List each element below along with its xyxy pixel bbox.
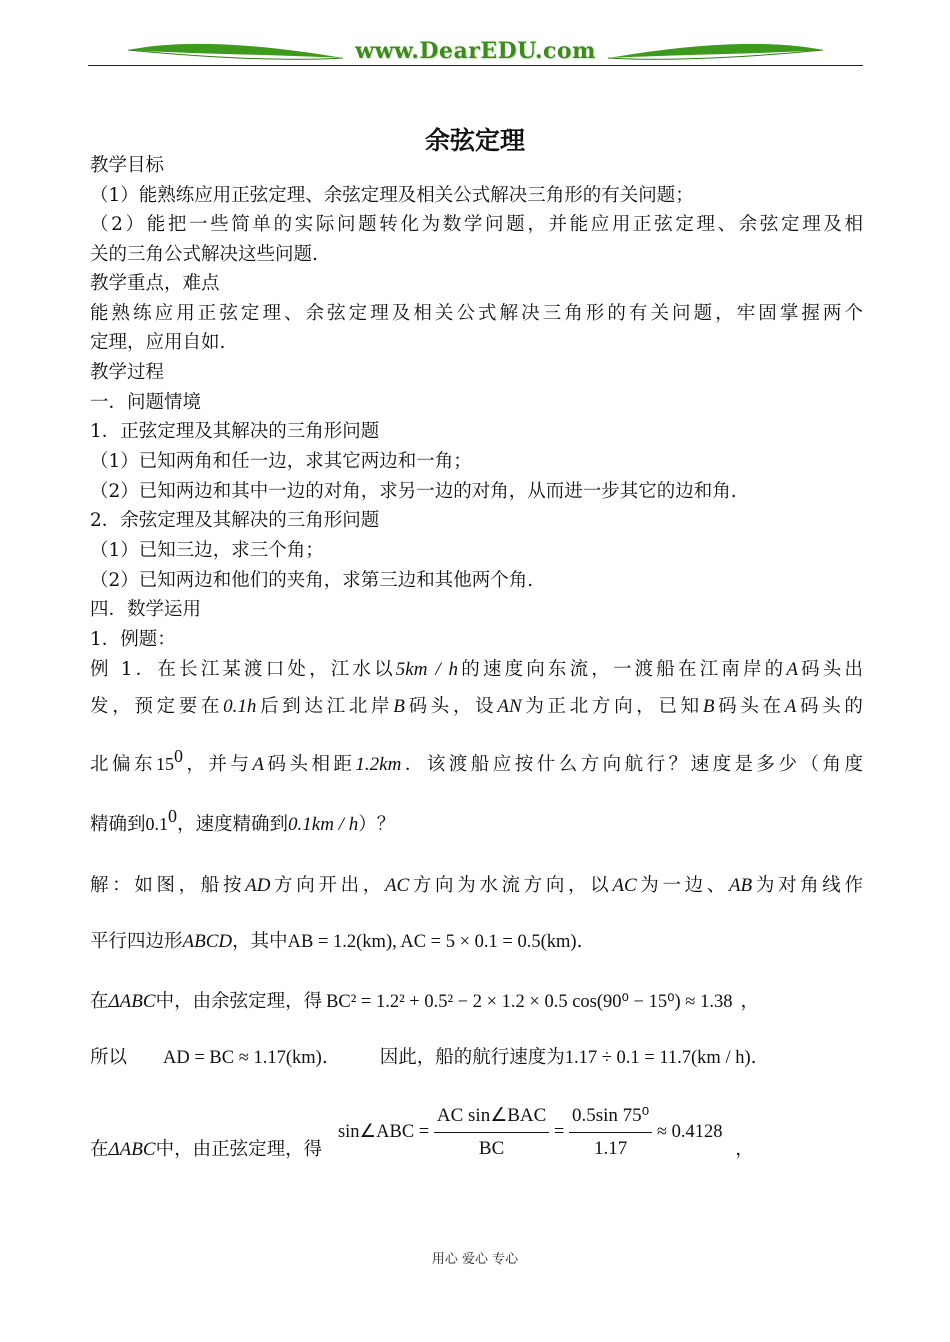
text-line: （2）已知两边和他们的夹角，求第三边和其他两个角. — [90, 570, 534, 591]
solution-line: 平行四边形ABCD，其中AB = 1.2(km), AC = 5 × 0.1 = 0.5(km). — [90, 931, 583, 952]
fraction: $\frac{\text{AC sin∠BAC}}{BC}$ — [434, 1102, 549, 1163]
text-line: 教学重点，难点 — [90, 273, 220, 294]
text-line: （2）已知两边和其中一边的对角，求另一边的对角，从而进一步其它的边和角. — [90, 481, 737, 502]
text-line: 1．正弦定理及其解决的三角形问题 — [90, 421, 380, 442]
text-line: （2）能把一些简单的实际问题转化为数学问题，并能应用正弦定理、余弦定理及相 — [90, 214, 863, 235]
sine-law-equation: sin∠ABC = $\frac{\text{AC sin∠BAC}}{BC}$ = $\frac{\text{0.5sin 75⁰}}{1.17}$ ≈ 0.4128 — [338, 1122, 727, 1142]
equation: AB = 1.2(km), AC = 5 × 0.1 = 0.5(km) — [287, 932, 577, 952]
page-title: 余弦定理 — [424, 126, 525, 155]
text-line: 2．余弦定理及其解决的三角形问题 — [90, 510, 380, 531]
example-line: 北偏东$15^0$，并与A码头相距1.2km．该渡船应按什么方向航行？速度是多少（角度 — [90, 746, 863, 775]
distance-value: 1.2km — [355, 754, 402, 775]
equation: AD = BC ≈ 1.17(km) — [163, 1048, 322, 1068]
speed-equation: 1.17 ÷ 0.1 = 11.7(km / h) — [564, 1048, 751, 1068]
text-line: 四．数学运用 — [90, 599, 202, 620]
time-value: 0.1h — [223, 696, 257, 717]
solution-line: 在ΔABC中，由余弦定理，得 BC² = 1.2² + 0.5² − 2 × 1.2 × 0.5 cos(90⁰ − 15⁰) ≈ 1.38 ， — [90, 991, 759, 1012]
page-footer: 用心 爱心 专心 — [431, 1252, 519, 1267]
text-line: 教学过程 — [90, 362, 165, 383]
text-line: 能熟练应用正弦定理、余弦定理及相关公式解决三角形的有关问题，牢固掌握两个 — [90, 303, 863, 324]
cosine-law-equation: BC² = 1.2² + 0.5² − 2 × 1.2 × 0.5 cos(90⁰ − 15⁰) ≈ 1.38 — [326, 992, 733, 1012]
solution-line: 在ΔABC中，由正弦定理，得 sin∠ABC = $\frac{\text{AC sin∠BAC}}{BC}$ = $\frac{\text{0.5sin 75⁰}}{1.17}$ ≈ 0.4128 ， — [90, 1102, 754, 1164]
example-line: 例 1．在长江某渡口处，江水以5km / h的速度向东流，一渡船在江南岸的A码头出 — [90, 659, 863, 680]
site-banner — [88, 36, 863, 72]
text-line: 教学目标 — [90, 155, 165, 176]
site-url: www.DearEDU.com — [355, 38, 596, 64]
text-line: （1）已知两角和任一边，求其它两边和一角； — [90, 451, 472, 472]
solution-line: 解：如图，船按AD方向开出，AC方向为水流方向，以AC为一边、AB为对角线作 — [90, 875, 863, 896]
speed-value: 5km / h — [395, 659, 459, 680]
precision-value: 0.1km / h — [288, 814, 359, 835]
header-rule — [88, 65, 863, 66]
example-line: 精确到$0.1^0$，速度精确到0.1km / h）？ — [90, 806, 396, 835]
text-line: 关的三角公式解决这些问题. — [90, 244, 318, 265]
fraction: $\frac{\text{0.5sin 75⁰}}{1.17}$ — [569, 1102, 652, 1163]
example-line: 发，预定要在0.1h后到达江北岸B码头，设AN为正北方向，已知B码头在A码头的 — [90, 696, 863, 717]
text-line: 一．问题情境 — [90, 392, 202, 413]
solution-line: 所以 AD = BC ≈ 1.17(km). 因此，船的航行速度为1.17 ÷ 0.1 = 11.7(km / h). — [90, 1047, 757, 1068]
text-line: （1）已知三边，求三个角； — [90, 540, 324, 561]
text-line: 1．例题： — [90, 629, 176, 650]
text-line: 定理，应用自如. — [90, 332, 226, 353]
text-line: （1）能熟练应用正弦定理、余弦定理及相关公式解决三角形的有关问题； — [90, 185, 694, 206]
